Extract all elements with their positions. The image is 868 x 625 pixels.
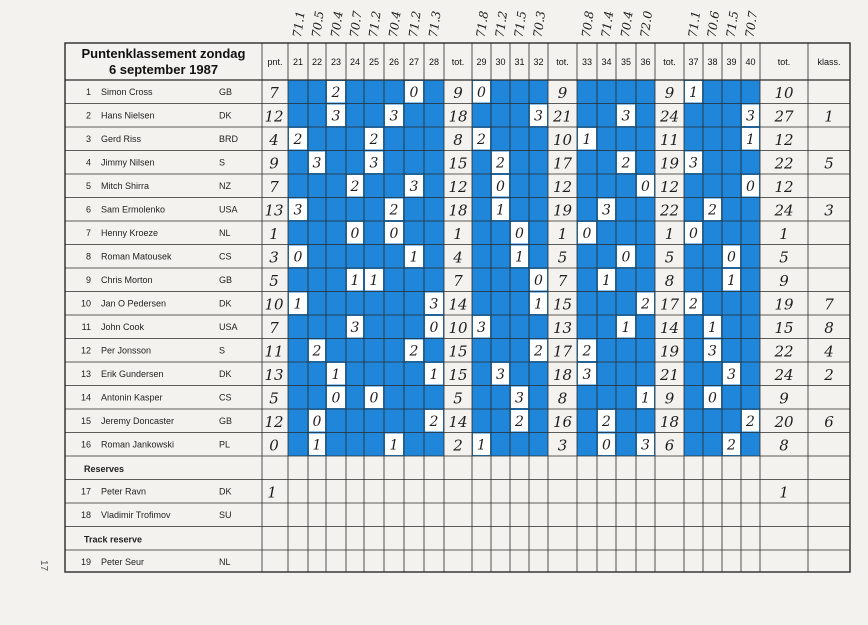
running-total-1: 15 xyxy=(448,154,468,173)
rider-number: 14 xyxy=(80,392,91,403)
rider-number: 15 xyxy=(80,415,91,426)
final-classification: 3 xyxy=(824,201,834,220)
reserves-label: Reserves xyxy=(84,463,125,474)
heat-score: 1 xyxy=(602,272,611,289)
lap-time-38: 70.6 xyxy=(704,10,723,39)
running-total-2: 18 xyxy=(552,365,573,384)
header-heat-38: 38 xyxy=(707,57,718,67)
page-number: 17 xyxy=(38,559,50,572)
header-heat-34: 34 xyxy=(601,57,612,67)
rider-nationality: GB xyxy=(219,274,233,285)
running-total-1: 14 xyxy=(448,412,468,431)
rider-nationality: SU xyxy=(219,509,232,520)
heat-score: 1 xyxy=(477,437,486,454)
running-total-2: 12 xyxy=(552,177,573,196)
heat-score: 0 xyxy=(582,225,592,242)
heat-score: 0 xyxy=(293,249,303,266)
rider-name: Roman Matousek xyxy=(101,251,172,262)
heat-score: 1 xyxy=(689,84,698,101)
heat-score: 1 xyxy=(641,390,650,407)
header-heat-33: 33 xyxy=(581,57,593,67)
header-heat-27: 27 xyxy=(408,57,420,67)
header-tot-1: tot. xyxy=(451,57,465,67)
heat-score: 0 xyxy=(708,390,717,407)
rider-nationality: S xyxy=(219,157,226,168)
rider-nationality: GB xyxy=(219,415,233,426)
heat-score: 2 xyxy=(369,131,379,148)
heat-score: 1 xyxy=(621,319,631,336)
rider-start-points: 13 xyxy=(264,201,284,220)
running-total-3: 24 xyxy=(659,107,680,126)
track-reserve-label: Track reserve xyxy=(84,534,143,545)
heat-score: 2 xyxy=(727,437,736,454)
header-heat-21: 21 xyxy=(292,57,304,67)
heat-score: 2 xyxy=(708,202,717,219)
final-total: 8 xyxy=(779,436,789,455)
heat-score: 1 xyxy=(582,131,592,148)
rider-nationality: DK xyxy=(219,368,232,379)
running-total-3: 6 xyxy=(664,436,675,455)
running-total-1: 15 xyxy=(448,342,468,361)
rider-number: 11 xyxy=(81,321,91,332)
lap-time-33: 70.8 xyxy=(579,10,597,39)
rider-number: 5 xyxy=(85,180,91,191)
header-heat-22: 22 xyxy=(311,57,323,67)
running-total-3: 22 xyxy=(659,201,680,220)
heat-score: 2 xyxy=(331,84,341,101)
final-total: 20 xyxy=(774,412,794,431)
final-total: 24 xyxy=(774,201,794,220)
rider-start-points: 3 xyxy=(269,248,279,267)
rider-number: 13 xyxy=(80,368,91,379)
rider-number: 16 xyxy=(80,439,91,450)
heat-score: 3 xyxy=(409,178,419,195)
heat-score: 3 xyxy=(582,366,592,383)
header-heat-23: 23 xyxy=(330,57,342,67)
rider-nationality: NL xyxy=(219,556,231,567)
lap-time-21: 71.1 xyxy=(290,10,308,39)
heat-score: 3 xyxy=(746,108,755,125)
final-total: 22 xyxy=(774,342,794,361)
rider-number: 8 xyxy=(85,251,91,262)
heat-score: 2 xyxy=(641,296,650,313)
rider-start-points: 7 xyxy=(269,318,279,337)
final-classification: 2 xyxy=(824,365,834,384)
rider-nationality: USA xyxy=(219,204,238,215)
rider-start-points: 10 xyxy=(264,295,284,314)
header-tot-2: tot. xyxy=(556,57,569,67)
rider-number: 3 xyxy=(85,133,91,144)
final-total: 9 xyxy=(779,389,789,408)
header-heat-37: 37 xyxy=(688,57,699,67)
heat-score: 1 xyxy=(350,272,360,289)
rider-name: John Cook xyxy=(101,321,145,332)
header-klass: klass. xyxy=(817,57,841,67)
running-total-1: 10 xyxy=(448,318,468,337)
heat-score: 1 xyxy=(746,131,755,148)
heat-score: 3 xyxy=(727,366,736,383)
rider-number: 19 xyxy=(80,556,91,567)
running-total-1: 18 xyxy=(448,107,468,126)
heat-score: 1 xyxy=(409,249,419,266)
final-classification: 7 xyxy=(824,295,834,314)
heat-score: 1 xyxy=(429,366,439,383)
running-total-3: 9 xyxy=(664,389,675,408)
lap-time-37: 71.1 xyxy=(685,10,704,39)
heat-score: 0 xyxy=(727,249,736,266)
rider-nationality: USA xyxy=(219,321,238,332)
header-heat-36: 36 xyxy=(640,57,651,67)
final-total: 19 xyxy=(774,295,794,314)
heat-score: 3 xyxy=(331,108,341,125)
rider-nationality: CS xyxy=(219,392,232,403)
lap-time-22: 70.5 xyxy=(309,10,327,39)
rider-name: Per Jonsson xyxy=(101,345,152,356)
running-total-2: 1 xyxy=(557,224,568,243)
final-classification: 6 xyxy=(824,412,834,431)
final-total: 22 xyxy=(774,154,794,173)
running-total-1: 12 xyxy=(448,177,468,196)
heat-score: 0 xyxy=(312,413,322,430)
heat-score: 0 xyxy=(641,178,650,195)
rider-name: Vladimir Trofimov xyxy=(101,509,171,520)
heat-score: 3 xyxy=(689,155,698,172)
rider-number: 10 xyxy=(80,298,91,309)
running-total-2: 17 xyxy=(552,342,573,361)
heat-score: 2 xyxy=(621,155,631,172)
heat-score: 2 xyxy=(496,155,505,172)
lap-time-25: 71.2 xyxy=(366,10,384,39)
header-tot-3: tot. xyxy=(663,57,676,67)
heat-score: 0 xyxy=(602,437,611,454)
heat-score: 1 xyxy=(389,437,399,454)
heat-score: 2 xyxy=(312,343,322,360)
heat-score: 0 xyxy=(515,225,524,242)
final-total: 12 xyxy=(774,177,794,196)
running-total-1: 9 xyxy=(453,83,463,102)
heat-score: 0 xyxy=(429,319,439,336)
heat-score: 3 xyxy=(621,108,631,125)
rider-name: Peter Seur xyxy=(101,556,145,567)
rider-start-points: 13 xyxy=(264,365,284,384)
rider-nationality: DK xyxy=(219,486,232,497)
heat-score: 0 xyxy=(477,84,486,101)
rider-nationality: DK xyxy=(219,110,232,121)
running-total-2: 3 xyxy=(557,436,568,455)
running-total-2: 16 xyxy=(552,412,573,431)
running-total-2: 8 xyxy=(557,389,568,408)
rider-name: Sam Ermolenko xyxy=(101,204,166,215)
rider-start-points: 12 xyxy=(264,107,284,126)
rider-name: Mitch Shirra xyxy=(101,180,150,191)
heat-score: 0 xyxy=(389,225,399,242)
running-total-2: 10 xyxy=(552,130,573,149)
title-line-2: 6 september 1987 xyxy=(108,62,219,77)
rider-name: Jan O Pedersen xyxy=(101,298,167,309)
rider-number: 17 xyxy=(80,486,91,497)
running-total-3: 14 xyxy=(659,318,680,337)
heat-score: 1 xyxy=(534,296,543,313)
heat-score: 3 xyxy=(389,108,399,125)
running-total-2: 5 xyxy=(557,248,568,267)
rider-number: 4 xyxy=(85,157,91,168)
heat-score: 3 xyxy=(477,319,486,336)
heat-score: 1 xyxy=(727,272,736,289)
rider-number: 6 xyxy=(85,204,91,215)
rider-name: Peter Ravn xyxy=(101,486,147,497)
rider-name: Jeremy Doncaster xyxy=(101,415,175,426)
heat-score: 2 xyxy=(409,343,419,360)
final-total: 15 xyxy=(774,318,794,337)
rider-name: Roman Jankowski xyxy=(101,439,175,450)
heat-score: 0 xyxy=(496,178,505,195)
heat-score: 2 xyxy=(582,343,592,360)
heat-score: 1 xyxy=(293,296,303,313)
rider-nationality: NZ xyxy=(219,180,231,191)
rider-nationality: S xyxy=(219,345,226,356)
running-total-3: 5 xyxy=(664,248,675,267)
heat-score: 0 xyxy=(409,84,419,101)
running-total-1: 15 xyxy=(448,365,468,384)
header-pnt: pnt. xyxy=(267,57,283,67)
rider-start-points: 0 xyxy=(269,436,279,455)
lap-time-34: 71.4 xyxy=(598,10,617,39)
heat-score: 3 xyxy=(708,343,717,360)
running-total-3: 11 xyxy=(659,130,680,149)
rider-start-points: 7 xyxy=(269,83,279,102)
heat-score: 3 xyxy=(312,155,322,172)
running-total-3: 19 xyxy=(659,154,680,173)
header-heat-35: 35 xyxy=(620,57,632,67)
running-total-3: 12 xyxy=(659,177,680,196)
final-total: 5 xyxy=(779,248,789,267)
heat-score: 3 xyxy=(602,202,611,219)
running-total-3: 9 xyxy=(664,83,675,102)
lap-time-28: 71.3 xyxy=(426,10,444,39)
heat-score: 0 xyxy=(621,249,631,266)
running-total-3: 8 xyxy=(664,271,675,290)
rider-number: 12 xyxy=(80,345,91,356)
heat-score: 3 xyxy=(515,390,524,407)
final-total: 1 xyxy=(779,224,789,243)
rider-start-points: 12 xyxy=(264,412,284,431)
final-total: 24 xyxy=(774,365,794,384)
rider-start-points: 5 xyxy=(269,271,279,290)
header-heat-32: 32 xyxy=(533,57,544,67)
running-total-1: 4 xyxy=(453,248,463,267)
heat-score: 1 xyxy=(515,249,524,266)
running-total-3: 19 xyxy=(659,342,680,361)
final-total: 27 xyxy=(774,107,794,126)
heat-score: 3 xyxy=(641,437,650,454)
final-classification: 8 xyxy=(824,318,834,337)
rider-nationality: DK xyxy=(219,298,232,309)
lap-time-32: 70.3 xyxy=(530,10,549,39)
running-total-2: 19 xyxy=(552,201,573,220)
heat-score: 1 xyxy=(312,437,322,454)
heat-score: 2 xyxy=(515,413,524,430)
heat-score: 1 xyxy=(708,319,717,336)
heat-score: 0 xyxy=(331,390,341,407)
heat-score: 2 xyxy=(689,296,698,313)
running-total-3: 21 xyxy=(659,365,680,384)
heat-score: 3 xyxy=(429,296,439,313)
lap-time-26: 70.4 xyxy=(386,10,404,39)
heat-score: 2 xyxy=(602,413,611,430)
rider-nationality: BRD xyxy=(219,133,239,144)
header-heat-31: 31 xyxy=(514,57,525,67)
header-heat-26: 26 xyxy=(388,57,400,67)
rider-number: 1 xyxy=(85,86,91,97)
running-total-1: 7 xyxy=(453,271,463,290)
rider-nationality: CS xyxy=(219,251,232,262)
heat-score: 1 xyxy=(496,202,505,219)
rider-number: 7 xyxy=(85,227,91,238)
rider-nationality: PL xyxy=(219,439,231,450)
title-line-1: Puntenklassement zondag xyxy=(81,46,246,61)
running-total-1: 2 xyxy=(453,436,463,455)
rider-nationality: GB xyxy=(219,86,233,97)
heat-score: 2 xyxy=(429,413,439,430)
heat-score: 2 xyxy=(350,178,360,195)
heat-score: 1 xyxy=(331,366,341,383)
rider-start-points: 9 xyxy=(269,154,279,173)
running-total-1: 5 xyxy=(453,389,463,408)
rider-name: Simon Cross xyxy=(101,86,153,97)
heat-score: 2 xyxy=(534,343,543,360)
header-heat-29: 29 xyxy=(476,57,487,67)
lap-time-29: 71.8 xyxy=(473,10,492,39)
final-classification: 1 xyxy=(824,107,834,126)
lap-time-23: 70.4 xyxy=(328,10,346,39)
rider-number: 9 xyxy=(85,274,91,285)
heat-score: 0 xyxy=(350,225,360,242)
lap-time-36: 72.0 xyxy=(637,10,656,39)
rider-name: Chris Morton xyxy=(101,274,153,285)
rider-start-points: 5 xyxy=(269,389,279,408)
running-total-2: 17 xyxy=(552,154,573,173)
final-classification: 5 xyxy=(824,154,834,173)
header-tot-4: tot. xyxy=(777,57,791,67)
heat-score: 3 xyxy=(369,155,379,172)
final-total: 9 xyxy=(779,271,789,290)
heat-score: 2 xyxy=(389,202,399,219)
rider-name: Jimmy Nilsen xyxy=(101,157,155,168)
rider-start-points: 4 xyxy=(269,130,279,149)
rider-start-points: 7 xyxy=(269,177,279,196)
rider-name: Erik Gundersen xyxy=(101,368,164,379)
rider-number: 2 xyxy=(85,110,91,121)
header-heat-25: 25 xyxy=(368,57,380,67)
rider-name: Hans Nielsen xyxy=(101,110,155,121)
header-heat-24: 24 xyxy=(349,57,361,67)
running-total-3: 18 xyxy=(659,412,680,431)
lap-time-31: 71.5 xyxy=(511,10,530,39)
running-total-1: 14 xyxy=(448,295,468,314)
lap-time-30: 71.2 xyxy=(492,10,511,39)
lap-time-27: 71.2 xyxy=(406,10,424,39)
running-total-2: 15 xyxy=(552,295,573,314)
running-total-1: 18 xyxy=(448,201,468,220)
lap-time-39: 71.5 xyxy=(723,10,742,39)
heat-score: 0 xyxy=(534,272,543,289)
heat-score: 3 xyxy=(350,319,360,336)
header-heat-40: 40 xyxy=(745,57,756,67)
heat-score: 0 xyxy=(369,390,379,407)
final-total: 1 xyxy=(779,483,789,502)
final-total: 10 xyxy=(774,83,794,102)
lap-time-40: 70.7 xyxy=(742,10,761,39)
heat-score: 2 xyxy=(746,413,755,430)
heat-score: 3 xyxy=(496,366,505,383)
running-total-1: 1 xyxy=(453,224,463,243)
running-total-3: 17 xyxy=(659,295,680,314)
lap-time-35: 70.4 xyxy=(618,10,636,39)
rider-start-points: 11 xyxy=(264,342,284,361)
heat-score: 0 xyxy=(746,178,755,195)
rider-name: Henny Kroeze xyxy=(101,227,159,238)
heat-score: 2 xyxy=(293,131,303,148)
rider-nationality: NL xyxy=(219,227,231,238)
heat-score: 1 xyxy=(369,272,379,289)
final-classification: 4 xyxy=(824,342,834,361)
running-total-1: 8 xyxy=(453,130,463,149)
header-heat-28: 28 xyxy=(428,57,440,67)
header-heat-39: 39 xyxy=(726,57,737,67)
running-total-2: 21 xyxy=(552,107,573,126)
rider-number: 18 xyxy=(80,509,91,520)
running-total-2: 7 xyxy=(557,271,568,290)
running-total-3: 1 xyxy=(664,224,675,243)
final-total: 12 xyxy=(774,130,794,149)
rider-name: Antonin Kasper xyxy=(101,392,163,403)
heat-score: 0 xyxy=(689,225,698,242)
running-total-2: 13 xyxy=(552,318,573,337)
heat-score: 3 xyxy=(293,202,303,219)
running-total-2: 9 xyxy=(557,83,568,102)
heat-score: 3 xyxy=(534,108,543,125)
rider-start-points: 1 xyxy=(267,483,277,502)
heat-score: 2 xyxy=(477,131,486,148)
header-heat-30: 30 xyxy=(495,57,506,67)
lap-time-24: 70.7 xyxy=(347,10,365,39)
rider-start-points: 1 xyxy=(269,224,279,243)
rider-name: Gerd Riss xyxy=(101,133,142,144)
